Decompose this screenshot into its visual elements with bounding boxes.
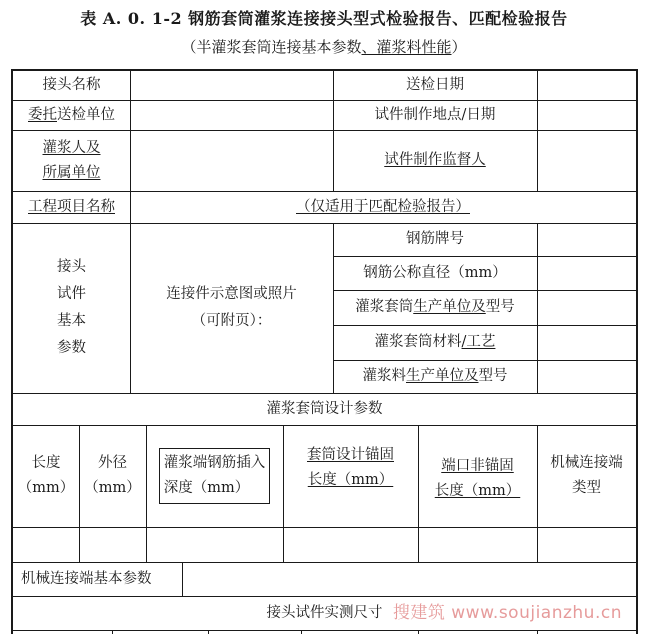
non-anchor-length-column-header: 端口非锚固 长度（mm） [434,458,521,499]
grouter-unit-label: 灌浆人及 所属单位 [42,139,101,181]
site-watermark: 搜建筑 www.soujianzhu.cn [392,603,622,623]
inspection-date-label: 送检日期 [406,77,464,94]
report-title: 表 A. 0. 1-2 钢筋套筒灌浆连接接头型式检验报告、匹配检验报告 [80,9,568,28]
length-column-header: 长度 （mm） [17,455,75,496]
measured-size-heading: 接头试件实测尺寸 [266,604,383,621]
sleeve-design-params-heading: 灌浆套筒设计参数 [266,400,383,417]
anchor-length-column-header: 套筒设计锚固 长度（mm） [307,447,394,488]
mech-end-type-column-header: 机械连接端 类型 [550,455,623,496]
specimen-supervisor-label: 试件制作监督人 [384,152,486,169]
mech-end-params-label: 机械连接端基本参数 [21,570,152,587]
sleeve-manufacturer-label: 灌浆套筒 生产单位及 型号 [355,299,515,316]
insert-depth-column-header: 灌浆端钢筋插入 深度（mm） [146,425,283,527]
sleeve-material-label: 灌浆套筒材料 /工艺 [374,334,496,351]
report-subtitle: （半灌浆套筒连接基本参数、灌浆料性能） [181,38,467,56]
match-report-only-note: （仅适用于匹配检验报告） [296,198,470,215]
rebar-diameter-label: 钢筋公称直径（mm） [363,264,507,281]
project-name-label: 工程项目名称 [28,198,115,215]
client-unit-label: 委托 送检单位 [28,106,115,123]
joint-name-label: 接头名称 [42,77,101,94]
grout-manufacturer-label: 灌浆料 生产单位及 型号 [362,368,508,385]
specimen-basic-params-label: 接头 试件 基本 参数 [57,259,86,356]
outer-diameter-column-header: 外径 （mm） [84,455,141,496]
rebar-brand-label: 钢筋牌号 [406,231,464,248]
connector-diagram-label: 连接件示意图或照片 （可附页）： [166,286,297,329]
specimen-place-date-label: 试件制作地点/日期 [374,106,496,123]
